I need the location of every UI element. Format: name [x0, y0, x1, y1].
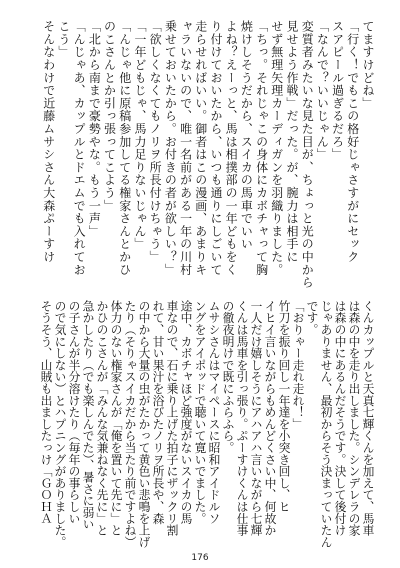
- text-column: 「欲しくなくてもノリヲ所長付けちゃう」: [148, 20, 163, 264]
- text-column: よね？えーっと、馬は相撲部の一年どもをく: [224, 20, 239, 276]
- text-column: くんは馬車を引っ張り。ぷーすけくんは仕事: [235, 300, 249, 536]
- text-column: 「ちっ。それじゃこの身体にカボチャって胸: [254, 20, 269, 276]
- text-column: 体力のない権家さんが「俺を置いて先に」と: [109, 300, 123, 536]
- text-column: そうそう、山賊も出ましたっけ「ＧＯＨＡ: [39, 300, 53, 525]
- text-column: 急かしたり（でも楽しんでた）、暑さに弱い: [81, 300, 95, 531]
- text-column: 見せよう作戦」だった。が、腕力は相手に: [284, 20, 299, 264]
- text-column: 「んじゃ他に原稿参加してる権家さんとかひ: [117, 20, 132, 276]
- text-column: 「なんで？いいじゃん」: [315, 20, 330, 161]
- text-column: ャラいないので、唯一名前がある一年の川村: [178, 20, 193, 276]
- text-column: 走らせればいい。御者はこの漫画、あまりキ: [193, 20, 208, 276]
- text-column: り付けておいたから、いつも通りにしごいて: [208, 20, 223, 276]
- page-number: 176: [191, 553, 209, 563]
- text-column: 焼けしそうだから、スイカの馬車でいい: [239, 20, 254, 251]
- text-column: ングをアイポッドで聴いて寛いでました。: [193, 300, 207, 525]
- text-column: れて、甘い果汁を浴びたノリヲ所長や、森: [151, 300, 165, 525]
- text-column: てますけどね」: [361, 20, 375, 110]
- text-column: は森の中にあるんだそうです。決して後付け: [333, 300, 347, 536]
- text-column: 変質者みたいな見た目が、ちょっと光の中から: [300, 20, 315, 289]
- text-column: 竹刀を振り回し一年達を小突き回し、ヒ: [277, 300, 291, 513]
- text-column: スアピール過ぎるだろ」: [330, 20, 345, 161]
- upper-text-block: [39, 20, 375, 292]
- text-column: の中から大量の虫がたかって黄色い悲鳴を上げ: [137, 300, 151, 548]
- text-column: くんカップルと天真七輝くんを加えて、馬車: [361, 300, 375, 536]
- text-column: 「行く！でもこの格好じゃさすがにセック: [345, 20, 360, 264]
- text-column: 「一年どもじゃ、馬力足りないじゃん」: [132, 20, 147, 251]
- text-column: かひのこさんが「みんな気兼ねなく先に」と: [95, 300, 109, 536]
- text-column: の徹夜明けで既にふらふら。: [221, 300, 235, 454]
- lower-text-block: [39, 300, 375, 550]
- text-column: ので気にしない）とハプニングがありました。: [53, 300, 67, 548]
- text-column: のこさんとか引っ張ってこよう」: [102, 20, 117, 212]
- text-column: じゃありません、最初からそう決まっていたん: [319, 300, 333, 548]
- text-column: 一人だけ嬉しそうにアハアハ言いながら七輝: [249, 300, 263, 536]
- text-column: の子さんが半分溶けたり（毎年の事らしい: [67, 300, 81, 525]
- text-column: です。: [305, 300, 319, 336]
- text-column: せず無理矢理カーディガンを羽織りました。: [269, 20, 284, 276]
- text-column: たり（そりゃスイカだから当たり前ですよね）: [123, 300, 137, 548]
- text-column: は森の中を走り出しました。シンデレラの家: [347, 300, 361, 536]
- text-column: 乗せておいたから。お付きの者が欲しい？」: [163, 20, 178, 276]
- text-column: 「おりゃー走れ走れ！」: [291, 300, 305, 430]
- text-column: こう」: [56, 20, 71, 59]
- text-column: 「北から南まで豪勢やな。もう一声」: [87, 20, 102, 238]
- text-column: 途中、カボチャほど強度がないスイカの馬: [179, 300, 193, 525]
- text-column: そんなわけで近藤ムサシさん大森ぷーすけ: [41, 20, 56, 264]
- text-column: イヒイ言いながらもめんどくさい中、何故か: [263, 300, 277, 536]
- text-column: 「んじゃあ、カップルとドエムでも入れてお: [72, 20, 87, 276]
- text-column: ムサシさんはマイペースに昭和アイドルソ: [207, 300, 221, 525]
- text-column: 車なので、石に乗り上げた拍子にザックリ割: [165, 300, 179, 536]
